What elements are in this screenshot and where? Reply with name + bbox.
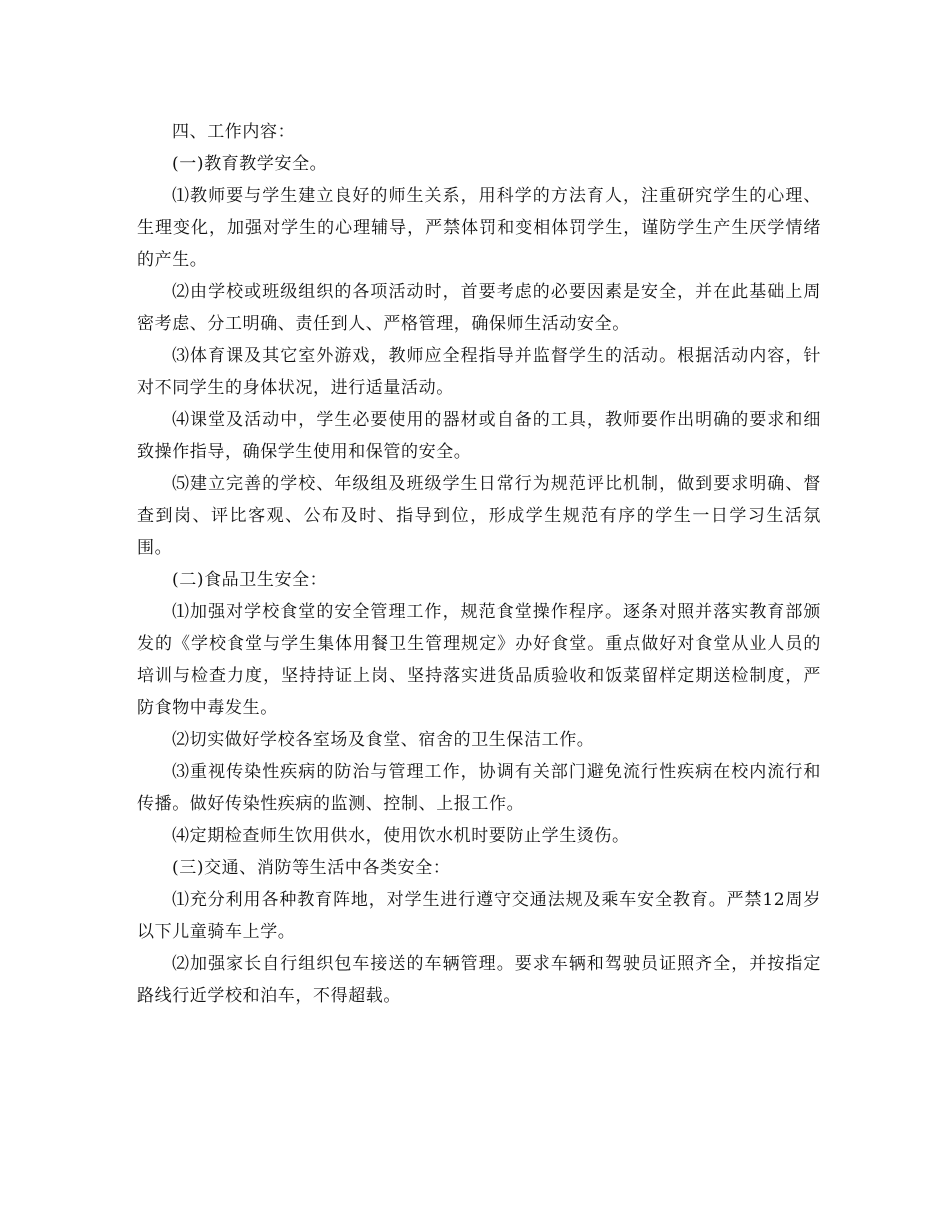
paragraph-teaching-item-5: ⑸建立完善的学校、年级组及班级学生日常行为规范评比机制，做到要求明确、督查到岗、评比客观、公布及时、指导到位，形成学生规范有序的学生一日学习生活氛围。 [137,474,821,558]
paragraph-traffic-item-1: ⑴充分利用各种教育阵地，对学生进行遵守交通法规及乘车安全教育。严禁12周岁以下儿童骑车上学。 [137,890,821,942]
subsection-heading-traffic-fire-safety: (三)交通、消防等生活中各类安全： [172,858,451,878]
paragraph-teaching-item-1: ⑴教师要与学生建立良好的师生关系，用科学的方法育人，注重研究学生的心理、生理变化，加强对学生的心理辅导，严禁体罚和变相体罚学生，谨防学生产生厌学情绪的产生。 [137,186,821,270]
paragraph-food-item-2: ⑵切实做好学校各室场及食堂、宿舍的卫生保洁工作。 [172,730,595,750]
paragraph-food-item-4: ⑷定期检查师生饮用供水，使用饮水机时要防止学生烫伤。 [172,826,630,846]
paragraph-teaching-item-2: ⑵由学校或班级组织的各项活动时，首要考虑的必要因素是安全，并在此基础上周密考虑、分工明确、责任到人、严格管理，确保师生活动安全。 [137,282,821,334]
paragraph-traffic-item-2: ⑵加强家长自行组织包车接送的车辆管理。要求车辆和驾驶员证照齐全，并按指定路线行近学校和泊车，不得超载。 [137,954,821,1006]
paragraph-teaching-item-3: ⑶体育课及其它室外游戏，教师应全程指导并监督学生的活动。根据活动内容，针对不同学生的身体状况，进行适量活动。 [137,346,821,398]
document-body [137,116,821,1012]
paragraph-food-item-1: ⑴加强对学校食堂的安全管理工作，规范食堂操作程序。逐条对照并落实教育部颁发的《学校食堂与学生集体用餐卫生管理规定》办好食堂。重点做好对食堂从业人员的培训与检查力度，坚持持证上岗、坚持落实进货品质验收和饭菜留样定期送检制度，严防食物中毒发生。 [137,602,821,718]
paragraph-food-item-3: ⑶重视传染性疾病的防治与管理工作，协调有关部门避免流行性疾病在校内流行和传播。做好传染性疾病的监测、控制、上报工作。 [137,762,821,814]
paragraph-teaching-item-4: ⑷课堂及活动中，学生必要使用的器材或自备的工具，教师要作出明确的要求和细致操作指导，确保学生使用和保管的安全。 [137,410,821,462]
subsection-heading-teaching-safety: (一)教育教学安全。 [172,154,328,174]
section-heading-work-content: 四、工作内容： [172,122,296,142]
subsection-heading-food-safety: (二)食品卫生安全： [172,570,328,590]
